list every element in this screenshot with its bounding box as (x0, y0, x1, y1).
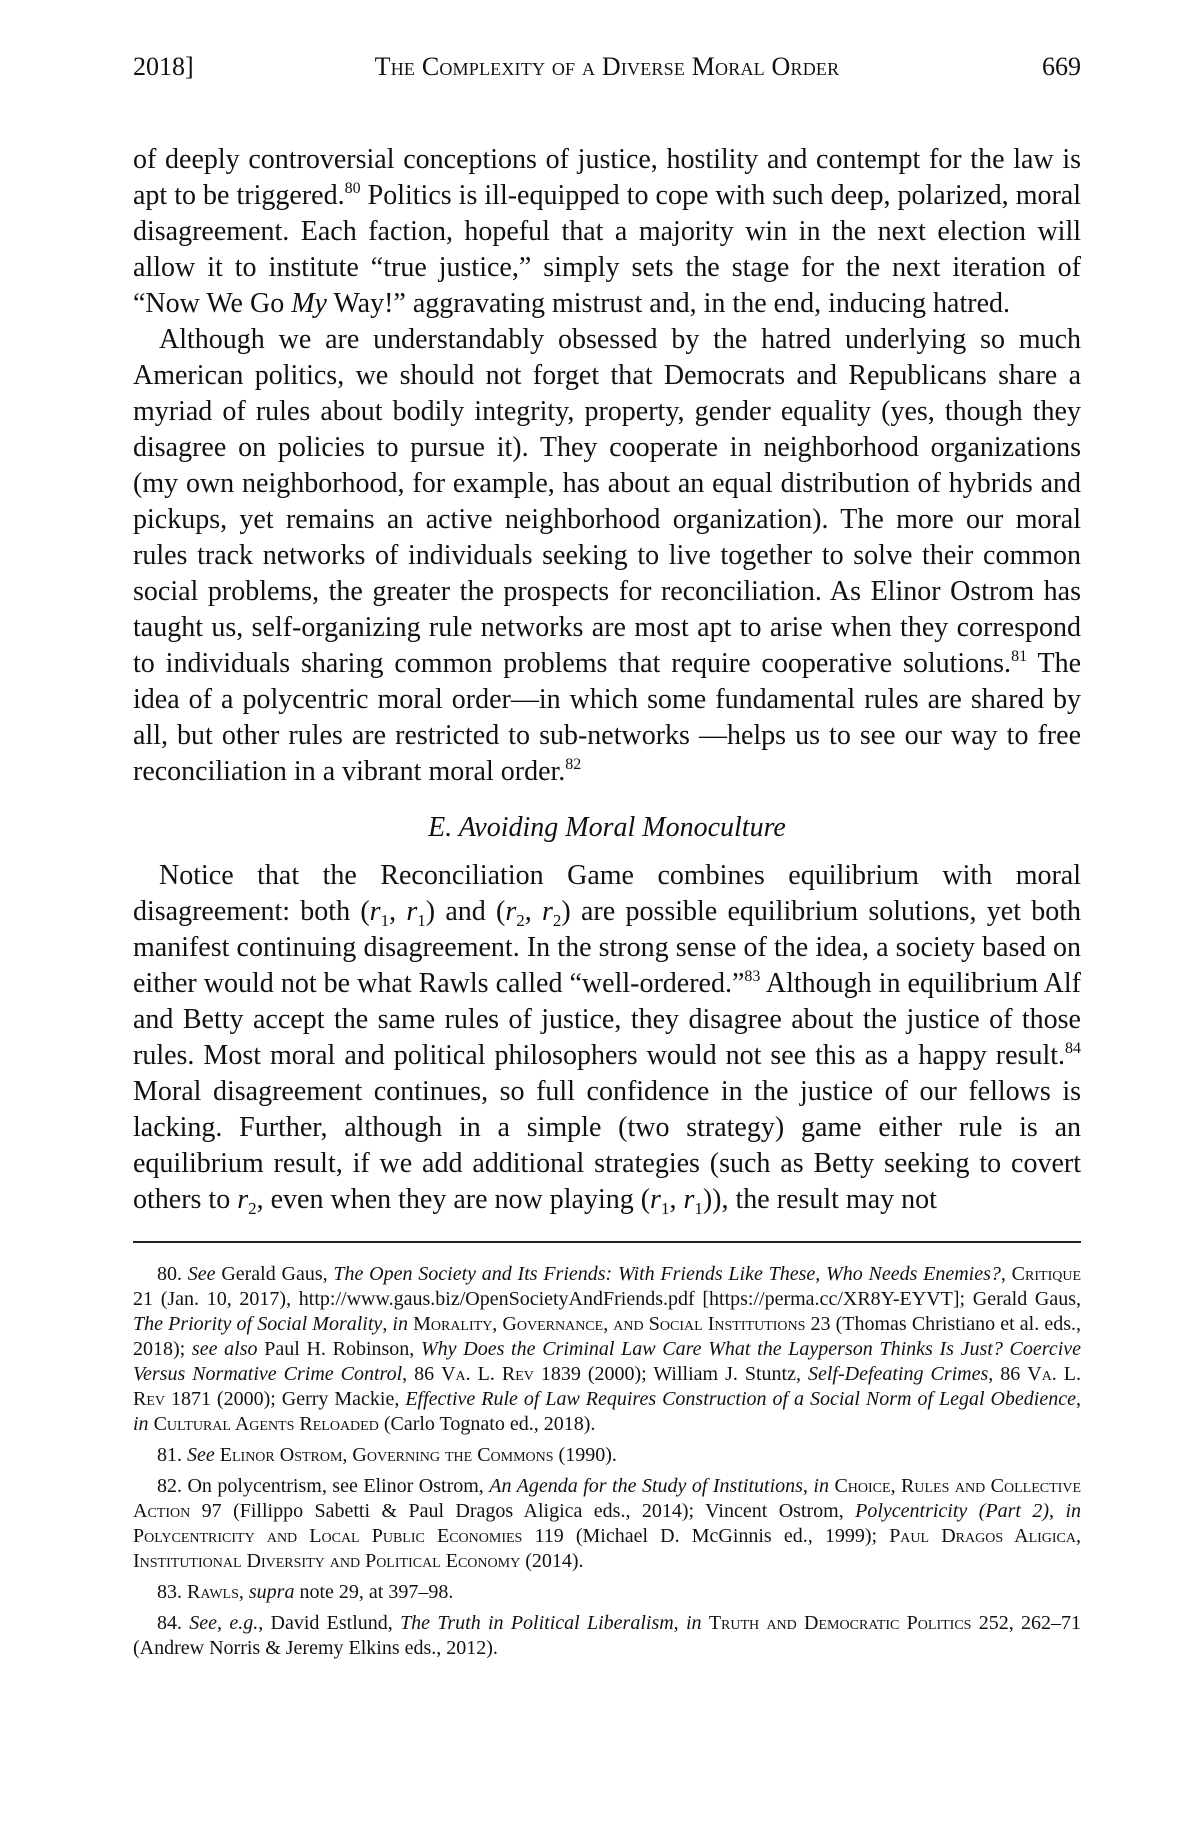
cited-title: Why Does the Criminal Law Care What the Layperson Thinks Is Just? Coercive Versus Normative Crime Control (133, 1338, 1082, 1385)
text-run: , even when they are now playing ( (256, 1184, 651, 1215)
journal-name: Critique (1011, 1263, 1081, 1285)
cited-title: Polycentricity (Part 2) (855, 1500, 1050, 1522)
text-run: Gerald Gaus, (215, 1263, 334, 1285)
text-run: Moral disagreement continues, so full confidence in the justice of our fellows is lacking. Further, although in a simple (two strategy) game either rule is an equilibrium result, if we add additional strategies (such as Betty seeking to covert others to (133, 1076, 1081, 1215)
text-run: , (1076, 1388, 1081, 1410)
footnote-84 (133, 1611, 1081, 1661)
journal-name: Va. L. Rev (441, 1363, 534, 1385)
italic-word: My (291, 288, 327, 319)
signal: in (1065, 1500, 1082, 1522)
signal: in (685, 1612, 702, 1634)
text-run: Although in equilibrium Alf and Betty accept the same rules of justice, they disagree about the justice of those rules. Most moral and political philosophers would not see this as a happy result. (133, 968, 1081, 1071)
text-run: (Carlo Tognato ed., 2018). (378, 1413, 596, 1435)
running-title: The Complexity of a Diverse Moral Order (374, 52, 840, 81)
text-run: 252, 262–71 (Andrew Norris & Jeremy Elkins eds., 2012). (133, 1612, 1082, 1659)
paragraph-1 (133, 142, 1081, 322)
text-run: 21 (Jan. 10, 2017), http://www.gaus.biz/OpenSocietyAndFriends.pdf [https://perma.cc/XR8Y-EYVT]; Gerald Gaus, (133, 1288, 1081, 1310)
text-run: , 86 (988, 1363, 1028, 1385)
cited-title: The Truth in Political Liberalism (400, 1612, 674, 1634)
math-var: r (683, 1184, 695, 1215)
math-sub: 1 (660, 1199, 670, 1218)
text-run: 97 (Fillippo Sabetti & Paul Dragos Aligica eds., 2014); Vincent Ostrom, (190, 1500, 856, 1522)
footnote-divider (133, 1241, 1081, 1243)
text-run: (1990). (553, 1444, 617, 1466)
text-run: ) are possible equilibrium solutions, yet both manifest continuing disagreement. In the strong sense of the idea, a society based on either would not be what Rawls called “well-ordered.” (133, 896, 1082, 999)
text-run: 119 (Michael D. McGinnis ed., 1999); (522, 1525, 890, 1547)
footnote-number: 81. (157, 1444, 182, 1466)
text-run: Although we are understandably obsessed by the hatred underlying so much American politics, we should not forget that Democrats and Republicans share a myriad of rules about bodily integrity, property, gender equality (yes, though they disagree on policies to pursue it). They cooperate in neighborhood organizations (my own neighborhood, for example, has about an equal distribution of hybrids and pickups, yet remains an active neighborhood organization). The more our moral rules track networks of individuals seeking to live together to solve their common social problems, the greater the prospects for reconciliation. As Elinor Ostrom has taught us, self-organizing rule networks are most apt to arise when they correspond to individuals sharing common problems that require cooperative solutions. (133, 324, 1081, 679)
cited-title: Self-Defeating Crimes (807, 1363, 989, 1385)
math-var: r (650, 1184, 661, 1215)
paragraph-2 (133, 322, 1081, 790)
book-title: Truth and Democratic Politics (708, 1612, 972, 1634)
text-run: 23 (Thomas Christiano et al. eds., 2018); (133, 1313, 1082, 1360)
section-heading: E. Avoiding Moral Monoculture (428, 812, 786, 843)
footnotes (133, 1262, 1081, 1667)
page-number: 669 (1042, 52, 1081, 81)
body-text (133, 142, 1081, 1218)
signal: in (813, 1475, 829, 1497)
text-run: , (238, 1581, 249, 1603)
math-sub: 1 (694, 1199, 703, 1218)
volume-year: 2018] (133, 52, 194, 81)
text-run: of deeply controversial conceptions of justice, hostility and contempt for the law is apt to be triggered. (133, 144, 1081, 211)
footnote-ref-81: 81 (1011, 648, 1028, 665)
text-run: , (669, 1184, 684, 1215)
footnote-number: 82. (157, 1475, 182, 1497)
footnote-number: 84. (157, 1612, 182, 1634)
cited-title: The Open Society and Its Friends: With Friends Like These, Who Needs Enemies? (333, 1263, 1001, 1285)
math-sub: 2 (516, 911, 525, 930)
text-run: 1839 (2000); William J. Stuntz, (533, 1363, 808, 1385)
text-run: The idea of a polycentric moral order—in which some fundamental rules are shared by all, but other rules are restricted to sub-networks —helps us to see our way to free reconciliation in a vibrant moral order. (133, 648, 1081, 787)
footnote-83 (133, 1580, 1081, 1605)
signal: see also (191, 1338, 258, 1360)
text-run: , (1000, 1263, 1012, 1285)
math-sub: 1 (417, 911, 426, 930)
math-var: r (237, 1184, 249, 1215)
book-title: Cultural Agents Reloaded (153, 1413, 379, 1435)
footnote-ref-83: 83 (744, 968, 761, 985)
math-var: r (369, 896, 381, 927)
footnote-number: 83. (157, 1581, 182, 1603)
text-run: 1871 (2000); Gerry Mackie, (165, 1388, 406, 1410)
text-run: Notice that the Reconciliation Game combines equilibrium with moral disagreement: both ( (133, 860, 1081, 927)
running-head (133, 52, 1081, 96)
text-run: ) and ( (425, 896, 506, 927)
text-run: On polycentrism, see Elinor Ostrom, (182, 1475, 490, 1497)
text-run: note 29, at 397–98. (294, 1581, 454, 1603)
signal: See, e.g. (189, 1612, 259, 1634)
signal: in (392, 1313, 408, 1335)
text-run: , (1049, 1500, 1066, 1522)
cited-title: The Priority of Social Morality (133, 1313, 383, 1335)
text-run: )), the result may not (702, 1184, 937, 1215)
book-title: Polycentricity and Local Public Economies (133, 1525, 523, 1547)
footnote-ref-80: 80 (344, 180, 361, 197)
book-title: Morality, Governance, and Social Institutions (413, 1313, 806, 1335)
math-var: r (505, 896, 517, 927)
text-run: , (524, 896, 543, 927)
signal: See (187, 1263, 216, 1285)
signal: supra (248, 1581, 295, 1603)
book-title: Paul Dragos Aligica, Institutional Diversity and Political Economy (133, 1525, 1082, 1572)
text-run: Way!” aggravating mistrust and, in the end, inducing hatred. (326, 288, 1011, 319)
paragraph-3 (133, 858, 1081, 1218)
math-sub: 2 (552, 911, 562, 930)
math-sub: 1 (380, 911, 390, 930)
text-run (702, 1612, 709, 1634)
text-run: , (673, 1612, 686, 1634)
footnote-ref-84: 84 (1065, 1040, 1081, 1057)
author-name: Rawls (187, 1581, 239, 1603)
math-sub: 2 (248, 1199, 257, 1218)
math-var: r (542, 896, 553, 927)
text-run: , 86 (402, 1363, 442, 1385)
math-var: r (406, 896, 418, 927)
footnote-ref-82: 82 (565, 756, 582, 773)
text-run: Politics is ill-equipped to cope with such deep, polarized, moral disagreement. Each faction, hopeful that a majority win in the next election will allow it to institute “true justice,” simply sets the stage for the next iteration of “Now We Go (133, 180, 1081, 319)
book-title: Elinor Ostrom, Governing the Commons (219, 1444, 554, 1466)
footnote-82 (133, 1474, 1081, 1574)
journal-name: Va. L. Rev (133, 1363, 1082, 1410)
text-run: Paul H. Robinson, (257, 1338, 422, 1360)
signal: See (187, 1444, 215, 1466)
footnote-81 (133, 1443, 1081, 1468)
footnote-80 (133, 1262, 1081, 1437)
cited-title: An Agenda for the Study of Institutions (489, 1475, 803, 1497)
text-run: (2014). (520, 1550, 584, 1572)
text-run: , (389, 896, 407, 927)
text-run: , (802, 1475, 814, 1497)
text-run: , (382, 1313, 393, 1335)
book-title: Choice, Rules and Collective Action (133, 1475, 1082, 1522)
signal: in (133, 1413, 149, 1435)
cited-title: Effective Rule of Law Requires Construction of a Social Norm of Legal Obedience (405, 1388, 1076, 1410)
footnote-number: 80. (157, 1263, 182, 1285)
text-run: , David Estlund, (258, 1612, 401, 1634)
